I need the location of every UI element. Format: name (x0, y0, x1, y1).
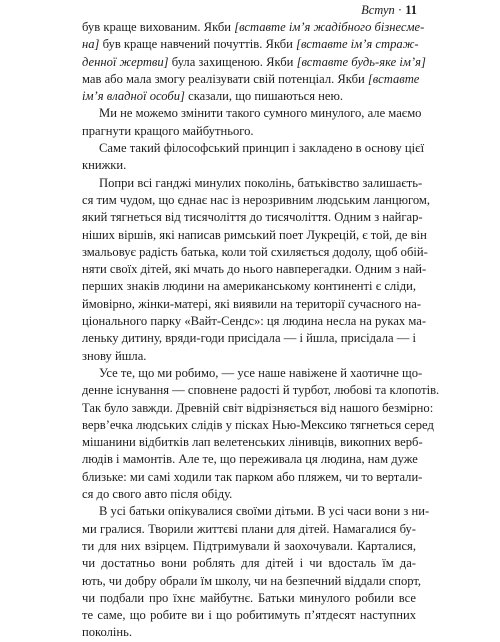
text-line (82, 192, 431, 209)
placeholder-text: на] (82, 37, 100, 52)
text-line (82, 175, 423, 192)
paragraph (82, 503, 430, 641)
text-line (82, 209, 423, 226)
paragraph (82, 19, 426, 105)
paragraph (82, 365, 440, 503)
text-line (82, 140, 425, 157)
text-line (82, 607, 416, 624)
text-line (82, 227, 427, 244)
text-line (82, 88, 416, 105)
text-line (82, 244, 428, 261)
text-segment: ють, чи добру обрали їм школу, чи на безпечний віддали спорт, (82, 573, 422, 588)
text-segment: була захищеною. Якби (168, 54, 297, 69)
paragraph (82, 140, 425, 175)
text-segment: Ми не можемо змінити такого сумного минулого, але маємо (99, 106, 422, 121)
text-segment: няти своїх дітей, які мчать до нього навперегадки. Одним з най- (82, 262, 427, 277)
text-line (82, 434, 423, 451)
text-segment: який тягнеться від тисячоліття до тисячоліття. Одним з найгар- (82, 210, 423, 225)
text-segment: денне існування — сповнене радості й турбот, любові та клопотів. (82, 383, 440, 398)
text-segment: мав або мала змогу реалізувати свій потенціал. Якби (82, 71, 368, 86)
text-segment: перших знаків людини на американському континенті є сліди, (82, 279, 416, 294)
text-segment: ймовірно, жінки-матері, які виявили на території сучасного на- (82, 296, 422, 311)
text-line (82, 400, 434, 417)
text-segment: Саме такий філософський принцип і закладено в основу цієї (99, 141, 425, 156)
text-segment: ся тим чудом, що єднає нас із нерозривним людським ланцюгом, (82, 192, 431, 207)
text-segment: ся до свого авто після обіду. (82, 487, 233, 502)
text-line (82, 105, 422, 122)
body-text (82, 19, 440, 642)
text-segment: знову йшла. (82, 348, 147, 363)
text-segment: ніших віршів, які написав римський поет Лукрецій, є той, де він (82, 227, 427, 242)
text-segment: чи достатньо вони роблять для дітей і чи вдосталь їм да- (82, 556, 416, 571)
text-line (82, 590, 416, 607)
placeholder-text: [вставте ім’я страж- (296, 37, 419, 52)
text-segment: те саме, що робите ви і що робитимуть п’ятдесят наступних (82, 608, 416, 623)
text-segment: людів і мамонтів. Але те, що переживала ця людина, нам дуже (82, 452, 418, 467)
text-line (82, 573, 422, 590)
text-line (82, 486, 416, 503)
text-line (82, 157, 416, 174)
placeholder-text: ім’я владної особи] (82, 89, 185, 104)
text-segment: прагнути кращого майбутнього. (82, 123, 254, 138)
text-segment: мішанини відбитків лап велетенських лінивців, викопних верб- (82, 435, 423, 450)
text-line (82, 365, 423, 382)
text-line (82, 451, 416, 468)
text-line (82, 555, 416, 572)
section-title: Вступ (361, 3, 395, 17)
paragraph (82, 105, 422, 140)
text-segment: змальовує радість батька, коли той схиляється додолу, щоб обій- (82, 244, 428, 259)
text-line (82, 36, 419, 53)
text-line (82, 382, 440, 399)
header-separator: · (394, 3, 406, 17)
text-segment: леньку дитину, вряди-годи присідала — і йшла, присідала — і (82, 331, 416, 346)
text-line (82, 538, 416, 555)
text-segment: верв’ечка людських слідів у пісках Нью-Мексико тягнеться серед (82, 417, 434, 432)
text-line (82, 348, 416, 365)
text-segment: поколінь. (82, 625, 133, 640)
text-line (82, 261, 427, 278)
text-line (82, 521, 416, 538)
placeholder-text: денної жертви] (82, 54, 169, 69)
text-line (82, 54, 426, 71)
text-segment: близьке: ми самі ходили так парком або пляжем, чи то вертали- (82, 469, 423, 484)
text-line (82, 296, 422, 313)
text-line (82, 19, 425, 36)
text-segment: Так було завжди. Древній світ відрізняється від нашого безмірно: (82, 400, 434, 415)
page-number: 11 (405, 3, 417, 17)
text-segment: сказали, що пишаються нею. (184, 89, 344, 104)
text-segment: Попри всі ганджі минулих поколінь, батьківство залишаєть- (99, 175, 423, 190)
text-segment: ми гралися. Творили життєві плани для дітей. Намагалися бу- (82, 521, 416, 536)
placeholder-text: [вставте будь-яке ім’я] (296, 54, 426, 69)
text-segment: книжки. (82, 158, 127, 173)
text-segment: був краще вихованим. Якби (82, 20, 235, 34)
text-segment: Усе те, що ми робимо, — усе наше навіжене й хаотичне що- (99, 365, 423, 380)
text-line (82, 417, 434, 434)
text-line (82, 278, 416, 295)
paragraph (82, 175, 431, 365)
text-line (82, 313, 427, 330)
text-segment: чи подбали про їхнє майбутнє. Батьки минулого робили все (82, 590, 416, 605)
text-line (82, 330, 416, 347)
running-header (361, 2, 417, 18)
text-line (82, 503, 430, 520)
text-line (82, 123, 416, 140)
text-line (82, 469, 423, 486)
text-segment: ти для них взірцем. Підтримували й заохочували. Карталися, (82, 538, 416, 553)
text-segment: був краще навчений почуттів. Якби (99, 37, 297, 52)
text-line (82, 624, 416, 641)
text-segment: ціонального парку «Вайт-Сендс»: ця людина несла на руках ма- (82, 314, 427, 329)
placeholder-text: [вставте (367, 71, 420, 86)
text-segment: В усі батьки опікувалися своїми дітьми. В усі часи вони з ни- (99, 504, 430, 519)
text-line (82, 71, 420, 88)
placeholder-text: [вставте ім’я жадібного бізнесме- (234, 20, 425, 34)
